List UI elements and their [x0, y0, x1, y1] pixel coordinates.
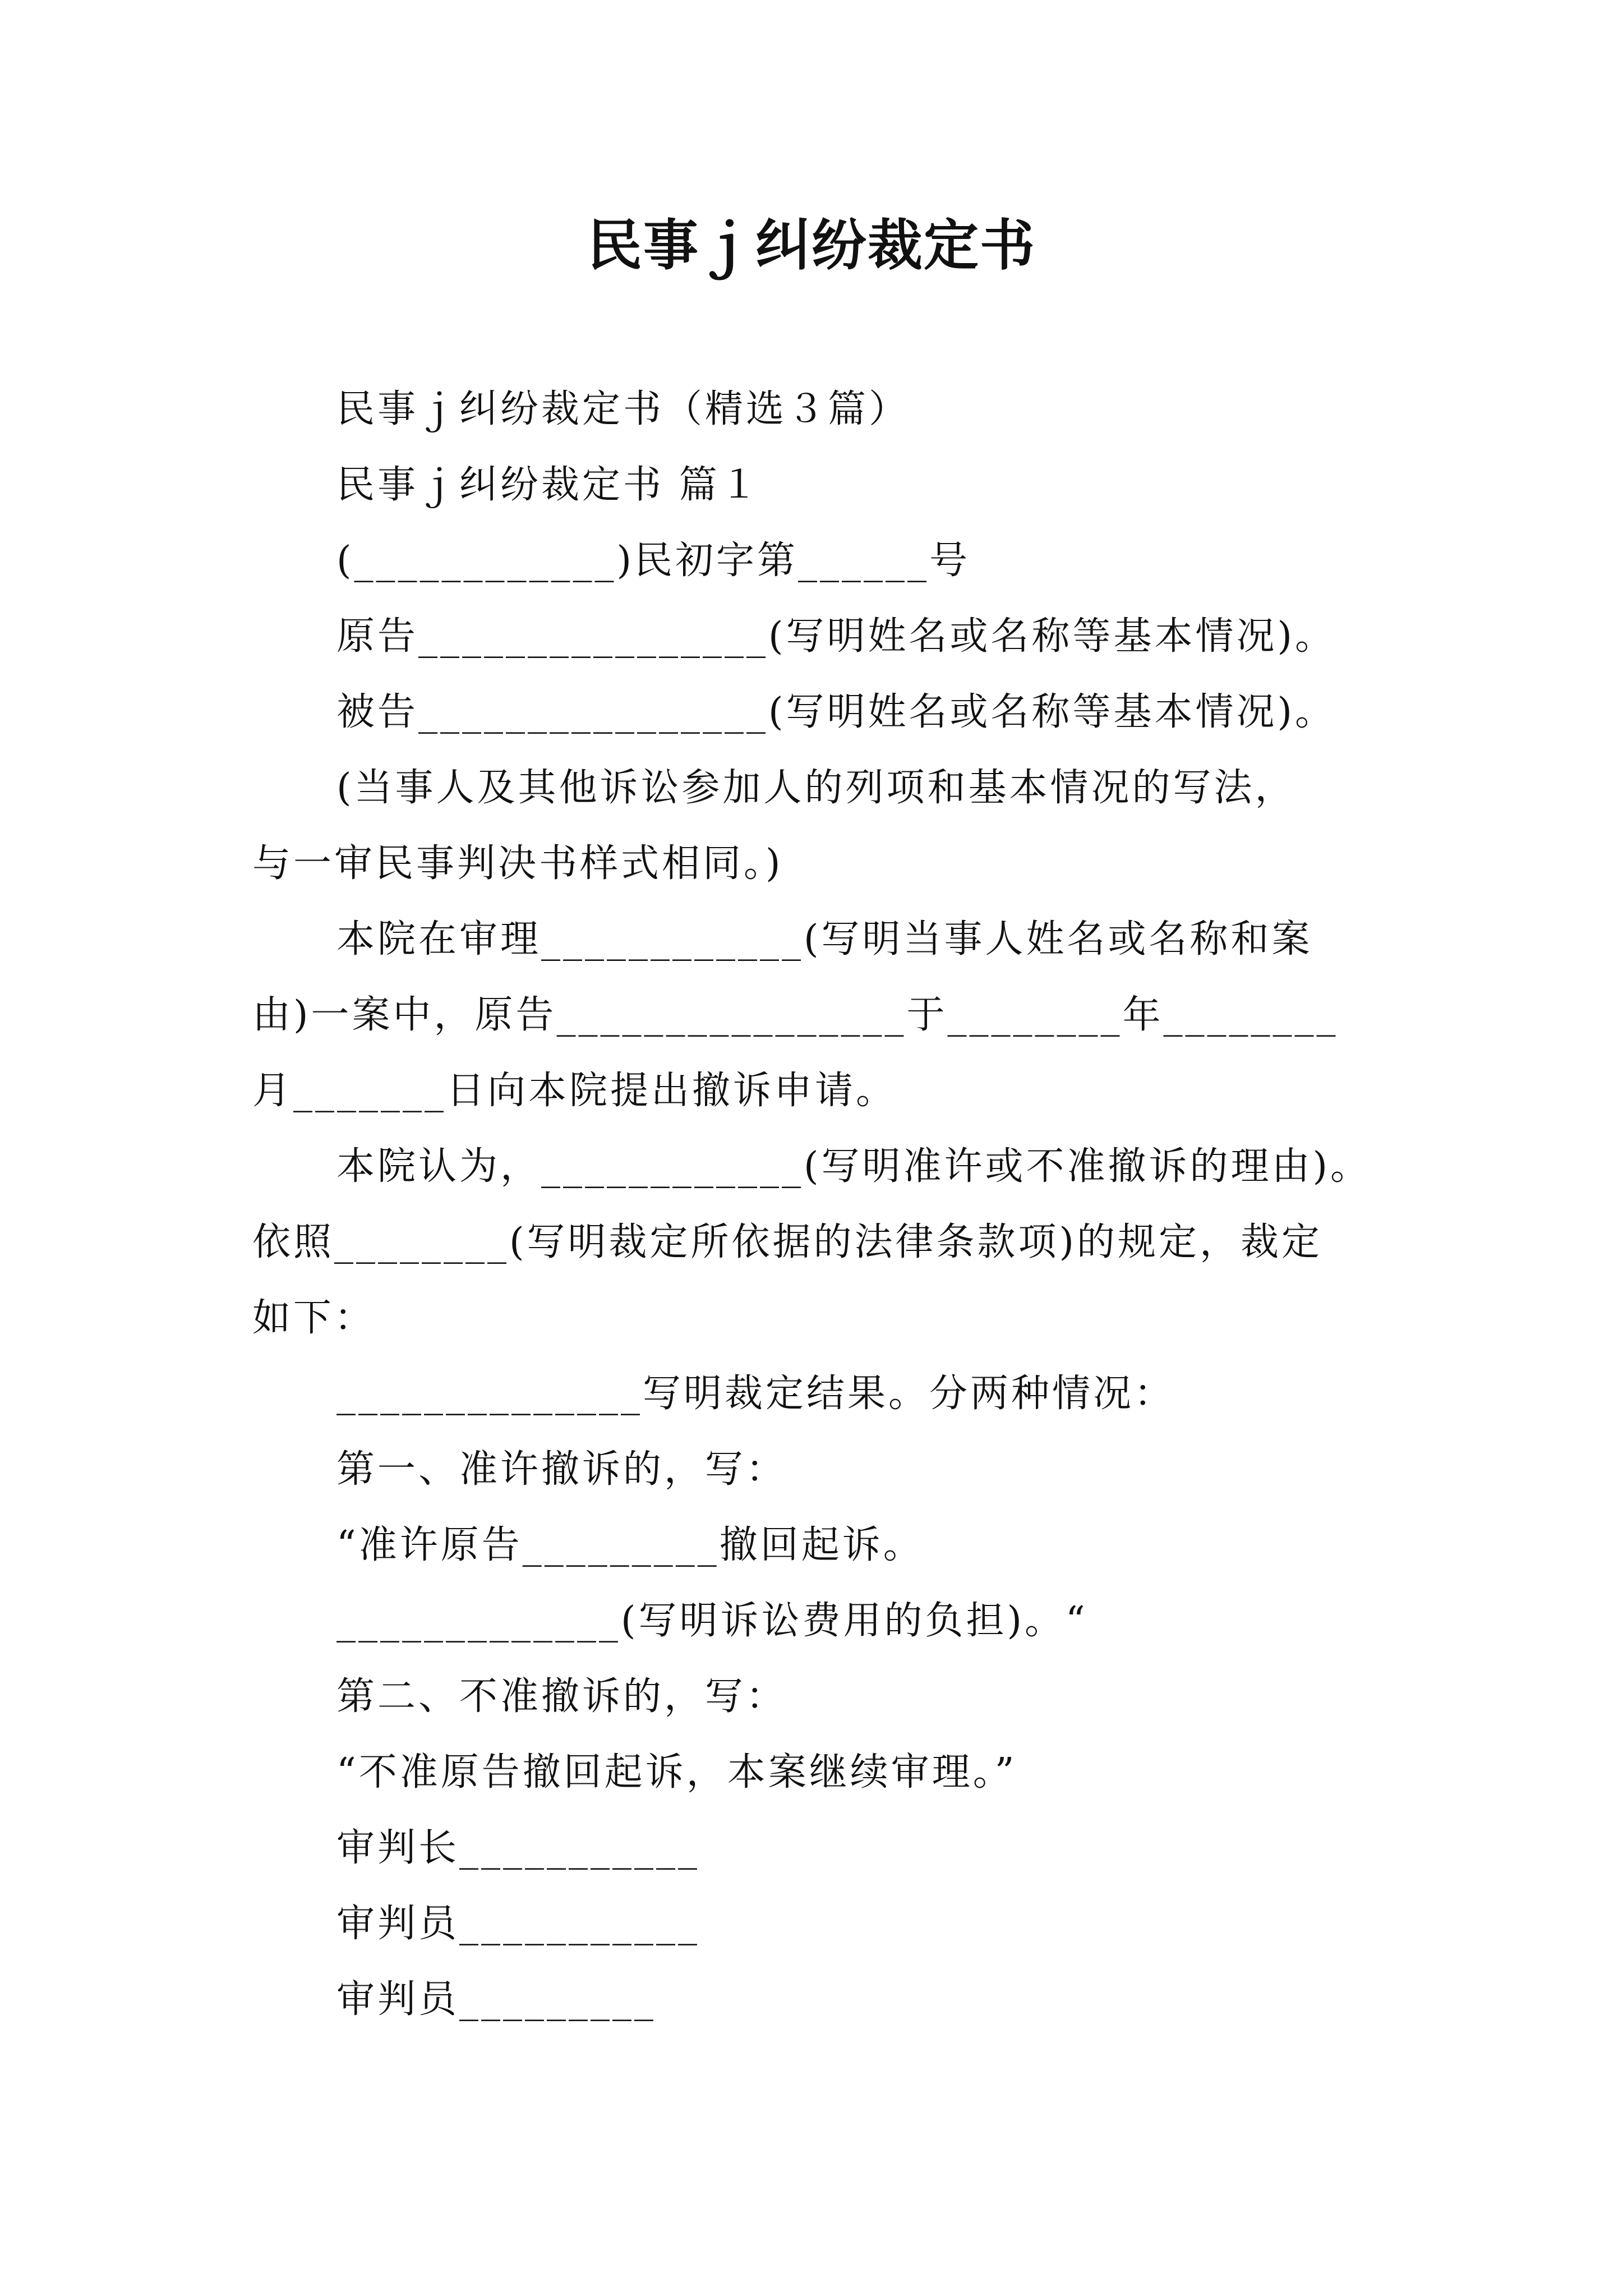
judge-line-2: 审判员_________	[336, 1977, 657, 2022]
case-number-line: (____________)民初字第______号	[336, 539, 971, 583]
presiding-judge-line: 审判长___________	[336, 1826, 700, 1870]
paragraph-2-line-1: 本院认为，____________(写明准许或不准撤诉的理由)。	[336, 1144, 1372, 1189]
subtitle-line: 民事ｊ纠纷裁定书（精选３篇）	[336, 387, 910, 431]
paragraph-1-line-2: 由)一案中，原告________________于________年________	[252, 993, 1339, 1037]
note-line-1: (当事人及其他诉讼参加人的列项和基本情况的写法，	[336, 766, 1296, 810]
section-heading: 民事ｊ纠纷裁定书 篇１	[336, 463, 761, 507]
paragraph-1-line-3: 月_______日向本院提出撤诉申请。	[252, 1069, 897, 1113]
paragraph-2-line-3: 如下：	[252, 1296, 376, 1340]
result-line: ______________写明裁定结果。分两种情况：	[336, 1372, 1175, 1416]
plaintiff-line: 原告________________(写明姓名或名称等基本情况)。	[336, 614, 1336, 659]
case-1-text-2: _____________(写明诉讼费用的负担)。“	[336, 1599, 1088, 1643]
document-title: 民事ｊ纠纷裁定书	[587, 213, 1036, 278]
case-1-text-1: “准许原告_________撤回起诉。	[336, 1523, 924, 1567]
paragraph-2-line-2: 依照________(写明裁定所依据的法律条款项)的规定，裁定	[252, 1220, 1323, 1264]
judge-line-1: 审判员___________	[336, 1902, 700, 1946]
defendant-line: 被告________________(写明姓名或名称等基本情况)。	[336, 690, 1336, 734]
note-line-2: 与一审民事判决书样式相同。)	[252, 841, 783, 886]
case-2-text: “不准原告撤回起诉，本案继续审理。”	[336, 1750, 1017, 1795]
paragraph-1-line-1: 本院在审理____________(写明当事人姓名或名称和案	[336, 917, 1313, 961]
case-1-heading: 第一、准许撤诉的，写：	[336, 1447, 787, 1492]
case-2-heading: 第二、不准撤诉的，写：	[336, 1674, 787, 1719]
